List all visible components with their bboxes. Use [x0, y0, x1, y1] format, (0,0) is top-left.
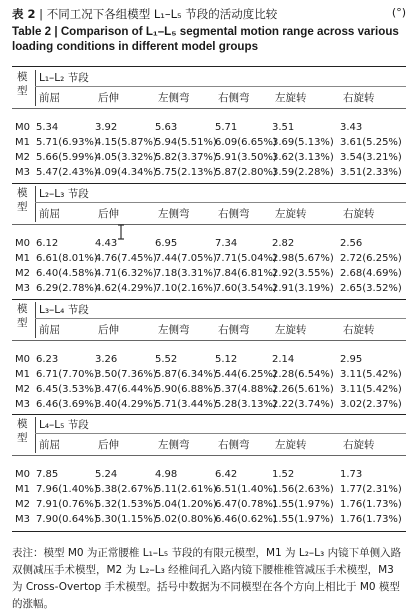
panel-separator [12, 414, 406, 415]
column-header: 右侧弯 [218, 324, 250, 336]
table-row [12, 167, 406, 181]
value-cell: 5.71(3.44%) [155, 399, 217, 410]
value-cell: 3.47(6.44%) [95, 384, 157, 395]
column-header: 左旋转 [275, 439, 307, 451]
caption-en [12, 24, 407, 54]
value-cell: 3.51(2.33%) [340, 167, 402, 178]
header-divider [35, 302, 36, 338]
header-rule [12, 108, 406, 109]
value-cell: 3.59(2.28%) [272, 167, 334, 178]
segment-panel [12, 70, 406, 182]
caption-number: 表 2 [12, 7, 36, 21]
value-cell: 6.42 [215, 469, 238, 480]
value-cell: 5.24 [95, 469, 118, 480]
table-row [12, 354, 406, 368]
value-cell: 6.46(3.69%) [36, 399, 98, 410]
value-cell: 5.90(6.88%) [155, 384, 217, 395]
value-cell: 2.65(3.52%) [340, 283, 402, 294]
value-cell: 2.95 [340, 354, 363, 365]
caption-separator-en: | [54, 25, 58, 38]
header-rule [12, 340, 406, 341]
segment-rule [35, 433, 406, 434]
model-cell: M3 [15, 514, 30, 525]
column-header: 右旋转 [343, 208, 375, 220]
value-cell: 2.28(6.54%) [272, 369, 334, 380]
value-cell: 7.91(0.76%) [36, 499, 98, 510]
value-cell: 6.47(0.78%) [215, 499, 277, 510]
header-divider [35, 70, 36, 106]
table-row [12, 268, 406, 282]
table-row [12, 399, 406, 413]
value-cell: 2.92(3.55%) [272, 268, 334, 279]
column-header: 右侧弯 [218, 208, 250, 220]
value-cell: 5.38(2.67%) [95, 484, 157, 495]
value-cell: 6.45(3.53%) [36, 384, 98, 395]
model-cell: M3 [15, 283, 30, 294]
column-header: 后伸 [98, 92, 119, 104]
segment-label: L₂–L₃ 节段 [39, 188, 89, 200]
text-cursor-icon [117, 224, 125, 240]
model-cell: M1 [15, 369, 30, 380]
value-cell: 6.12 [36, 238, 59, 249]
table-row [12, 137, 406, 151]
value-cell: 7.71(5.04%) [215, 253, 277, 264]
value-cell: 3.40(4.29%) [95, 399, 157, 410]
value-cell: 6.23 [36, 354, 59, 365]
value-cell: 1.56(2.63%) [272, 484, 334, 495]
value-cell: 6.95 [155, 238, 178, 249]
model-cell: M3 [15, 167, 30, 178]
table-row [12, 514, 406, 528]
value-cell: 7.90(0.64%) [36, 514, 98, 525]
value-cell: 3.50(7.36%) [95, 369, 157, 380]
value-cell: 7.84(6.81%) [215, 268, 277, 279]
value-cell: 3.43 [340, 122, 363, 133]
model-cell: M1 [15, 253, 30, 264]
column-header: 左侧弯 [158, 208, 190, 220]
table-row [12, 369, 406, 383]
value-cell: 2.56 [340, 238, 363, 249]
value-cell: 2.91(3.19%) [272, 283, 334, 294]
value-cell: 5.71 [215, 122, 238, 133]
value-cell: 3.51 [272, 122, 295, 133]
model-cell: M1 [15, 484, 30, 495]
model-column-header: 模型 [17, 418, 28, 444]
column-header: 前屈 [39, 324, 60, 336]
value-cell: 5.52 [155, 354, 178, 365]
value-cell: 4.76(7.45%) [95, 253, 157, 264]
model-cell: M0 [15, 354, 30, 365]
header-rule [12, 224, 406, 225]
column-header: 左侧弯 [158, 92, 190, 104]
value-cell: 6.09(6.65%) [215, 137, 277, 148]
value-cell: 3.61(5.25%) [340, 137, 402, 148]
value-cell: 1.73 [340, 469, 363, 480]
value-cell: 7.60(3.54%) [215, 283, 277, 294]
model-cell: M2 [15, 384, 30, 395]
value-cell: 2.22(3.74%) [272, 399, 334, 410]
segment-panel [12, 302, 406, 414]
value-cell: 2.68(4.69%) [340, 268, 402, 279]
value-cell: 2.14 [272, 354, 295, 365]
column-header: 左侧弯 [158, 439, 190, 451]
value-cell: 2.82 [272, 238, 295, 249]
column-header: 前屈 [39, 208, 60, 220]
value-cell: 7.96(1.40%) [36, 484, 98, 495]
header-divider [35, 417, 36, 453]
value-cell: 5.47(2.43%) [36, 167, 98, 178]
table-row [12, 283, 406, 297]
value-cell: 7.10(2.16%) [155, 283, 217, 294]
value-cell: 4.43 [95, 238, 118, 249]
value-cell: 6.46(0.62%) [215, 514, 277, 525]
model-cell: M2 [15, 268, 30, 279]
value-cell: 5.87(2.80%) [215, 167, 277, 178]
table-note: 表注：模型 M0 为正常腰椎 L₁–L₅ 节段的有限元模型，M1 为 L₂–L₃ 内镜下单侧入路双侧减压手术模型，M2 为 L₂–L₃ 经椎间孔入路内镜下腰椎椎管减压手术模型，M3 为 Cross-Overtop 手术模型。括号中数据为不同模型在各个方向上相比于 M0 模型的涨幅。 [12, 547, 402, 610]
value-cell: 5.44(6.25%) [215, 369, 277, 380]
value-cell: 6.40(4.58%) [36, 268, 98, 279]
column-header: 后伸 [98, 208, 119, 220]
value-cell: 4.71(6.32%) [95, 268, 157, 279]
column-header: 后伸 [98, 324, 119, 336]
value-cell: 6.51(1.40%) [215, 484, 277, 495]
value-cell: 5.66(5.99%) [36, 152, 98, 163]
value-cell: 7.34 [215, 238, 238, 249]
column-header: 前屈 [39, 439, 60, 451]
value-cell: 1.76(1.73%) [340, 514, 402, 525]
model-cell: M2 [15, 499, 30, 510]
value-cell: 3.92 [95, 122, 118, 133]
table-top-rule [12, 66, 406, 67]
table-bottom-rule [12, 531, 406, 532]
segment-rule [35, 202, 406, 203]
model-column-header: 模型 [17, 71, 28, 97]
value-cell: 5.32(1.53%) [95, 499, 157, 510]
column-header: 左旋转 [275, 324, 307, 336]
value-cell: 7.85 [36, 469, 59, 480]
table-row [12, 152, 406, 166]
value-cell: 5.71(6.93%) [36, 137, 98, 148]
value-cell: 2.72(6.25%) [340, 253, 402, 264]
value-cell: 3.11(5.42%) [340, 384, 402, 395]
segment-panel [12, 186, 406, 298]
value-cell: 7.44(7.05%) [155, 253, 217, 264]
value-cell: 5.12 [215, 354, 238, 365]
value-cell: 5.04(1.20%) [155, 499, 217, 510]
table-row [12, 122, 406, 136]
column-header: 左旋转 [275, 208, 307, 220]
column-header: 右侧弯 [218, 92, 250, 104]
value-cell: 5.37(4.88%) [215, 384, 277, 395]
segment-label: L₄–L₅ 节段 [39, 419, 89, 431]
value-cell: 5.82(3.37%) [155, 152, 217, 163]
value-cell: 5.75(2.13%) [155, 167, 217, 178]
value-cell: 4.98 [155, 469, 178, 480]
model-cell: M3 [15, 399, 30, 410]
value-cell: 1.76(1.73%) [340, 499, 402, 510]
value-cell: 2.98(5.67%) [272, 253, 334, 264]
column-header: 右旋转 [343, 92, 375, 104]
model-column-header: 模型 [17, 303, 28, 329]
caption-cn [12, 6, 277, 22]
header-rule [12, 455, 406, 456]
segment-label: L₃–L₄ 节段 [39, 304, 89, 316]
value-cell: 4.15(5.87%) [95, 137, 157, 148]
column-header: 左侧弯 [158, 324, 190, 336]
value-cell: 1.55(1.97%) [272, 499, 334, 510]
model-cell: M0 [15, 122, 30, 133]
value-cell: 5.28(3.13%) [215, 399, 277, 410]
value-cell: 3.62(3.13%) [272, 152, 334, 163]
value-cell: 5.94(5.51%) [155, 137, 217, 148]
value-cell: 5.87(6.34%) [155, 369, 217, 380]
caption-unit: (°) [391, 6, 406, 19]
value-cell: 4.62(4.29%) [95, 283, 157, 294]
segment-panel [12, 417, 406, 529]
header-divider [35, 186, 36, 222]
value-cell: 2.26(5.61%) [272, 384, 334, 395]
model-cell: M0 [15, 238, 30, 249]
table-row [12, 238, 406, 252]
caption-label-en: Table 2 [12, 25, 52, 38]
value-cell: 6.71(7.70%) [36, 369, 98, 380]
value-cell: 3.11(5.42%) [340, 369, 402, 380]
value-cell: 3.54(3.21%) [340, 152, 402, 163]
value-cell: 5.30(1.15%) [95, 514, 157, 525]
model-cell: M2 [15, 152, 30, 163]
value-cell: 3.26 [95, 354, 118, 365]
column-header: 后伸 [98, 439, 119, 451]
value-cell: 4.05(3.32%) [95, 152, 157, 163]
model-column-header: 模型 [17, 187, 28, 213]
value-cell: 5.02(0.80%) [155, 514, 217, 525]
column-header: 右旋转 [343, 439, 375, 451]
value-cell: 3.69(5.13%) [272, 137, 334, 148]
table-row [12, 499, 406, 513]
caption-separator: | [39, 7, 44, 21]
caption-title-cn: 不同工况下各组模型 L₁–L₅ 节段的活动度比较 [46, 7, 278, 21]
model-cell: M0 [15, 469, 30, 480]
value-cell: 5.91(3.50%) [215, 152, 277, 163]
table-row [12, 384, 406, 398]
caption-title-en: Comparison of L₁–L₅ segmental motion range across various loading conditions in different model groups [12, 25, 399, 53]
value-cell: 5.63 [155, 122, 178, 133]
segment-rule [35, 86, 406, 87]
value-cell: 1.55(1.97%) [272, 514, 334, 525]
value-cell: 7.18(3.31%) [155, 268, 217, 279]
column-header: 右旋转 [343, 324, 375, 336]
segment-rule [35, 318, 406, 319]
value-cell: 1.77(2.31%) [340, 484, 402, 495]
value-cell: 5.11(2.61%) [155, 484, 217, 495]
panel-separator [12, 183, 406, 184]
value-cell: 5.34 [36, 122, 59, 133]
value-cell: 4.09(4.34%) [95, 167, 157, 178]
segment-label: L₁–L₂ 节段 [39, 72, 89, 84]
value-cell: 6.29(2.78%) [36, 283, 98, 294]
panel-separator [12, 299, 406, 300]
table-row [12, 469, 406, 483]
table-row [12, 484, 406, 498]
value-cell: 3.02(2.37%) [340, 399, 402, 410]
column-header: 前屈 [39, 92, 60, 104]
value-cell: 6.61(8.01%) [36, 253, 98, 264]
column-header: 右侧弯 [218, 439, 250, 451]
model-cell: M1 [15, 137, 30, 148]
column-header: 左旋转 [275, 92, 307, 104]
table-row [12, 253, 406, 267]
value-cell: 1.52 [272, 469, 295, 480]
